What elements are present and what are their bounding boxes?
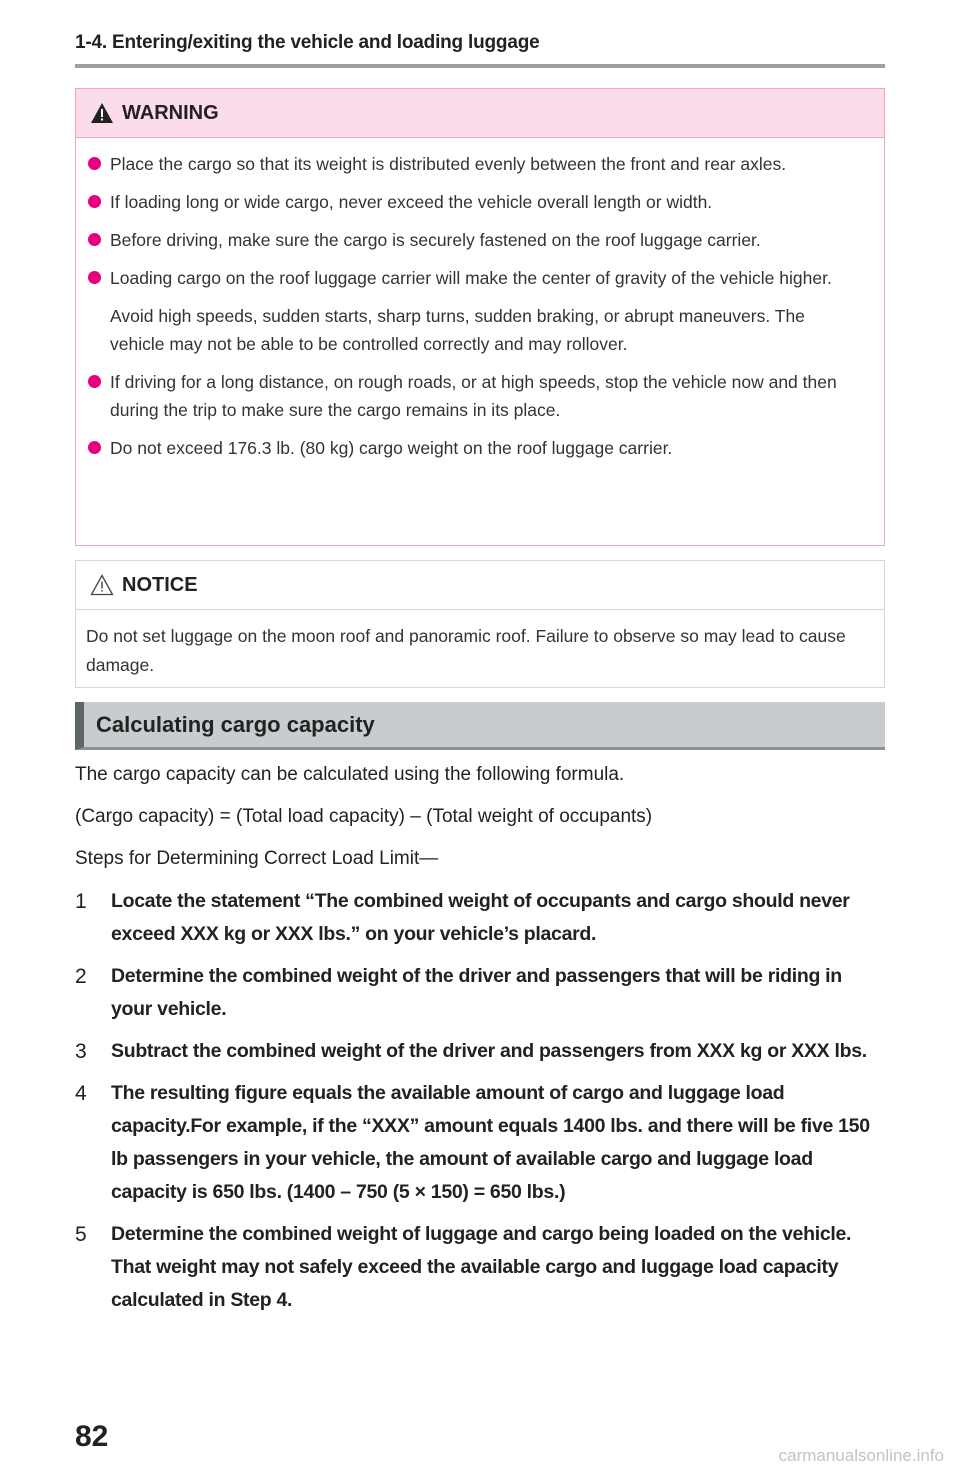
step-number: 4 xyxy=(75,1082,87,1105)
notice-box xyxy=(75,560,885,688)
bullet-icon xyxy=(88,157,101,170)
bullet-icon xyxy=(88,271,101,284)
bullet-icon xyxy=(88,195,101,208)
step-item: 4 The resulting figure equals the available amount of cargo and luggage load capacity.For example, if the “XXX” amount equals 1400 lbs. and there will be five 150 lb passengers in your vehicle, the amount of available cargo and luggage load capacity is 650 lbs. (1400 – 750 (5 × 150) = 650 lbs.) xyxy=(75,1077,887,1209)
formula-text: (Cargo capacity) = (Total load capacity) – (Total weight of occupants) xyxy=(75,806,653,827)
warning-triangle-icon xyxy=(90,102,114,124)
bullet-icon xyxy=(88,375,101,388)
warning-item: Do not exceed 176.3 lb. (80 kg) cargo weight on the roof luggage carrier. xyxy=(88,434,864,462)
step-number: 1 xyxy=(75,890,87,913)
bullet-icon xyxy=(88,233,101,246)
step-number: 2 xyxy=(75,965,87,988)
section-header-title: 1-4. Entering/exiting the vehicle and loading luggage xyxy=(75,32,540,53)
page-number: 82 xyxy=(75,1420,109,1453)
step-item: 5 Determine the combined weight of luggage and cargo being loaded on the vehicle. That weight may not safely exceed the available cargo and luggage load capacity calculated in Step 4. xyxy=(75,1218,887,1317)
notice-triangle-icon xyxy=(90,574,114,596)
step-number: 3 xyxy=(75,1040,87,1063)
warning-title: WARNING xyxy=(122,101,219,124)
bullet-icon xyxy=(88,441,101,454)
warning-item: If loading long or wide cargo, never exceed the vehicle overall length or width. xyxy=(88,188,864,216)
warning-list xyxy=(76,138,884,462)
steps-intro: Steps for Determining Correct Load Limit— xyxy=(75,848,439,869)
warning-box xyxy=(75,88,885,546)
notice-header xyxy=(76,561,884,610)
warning-header xyxy=(76,89,884,138)
warning-item: Place the cargo so that its weight is distributed evenly between the front and rear axles. xyxy=(88,150,864,178)
notice-text: Do not set luggage on the moon roof and panoramic roof. Failure to observe so may lead to cause damage. xyxy=(86,626,846,675)
warning-item-extra: Avoid high speeds, sudden starts, sharp turns, sudden braking, or abrupt maneuvers. The vehicle may not be able to be controlled correctly and may rollover. xyxy=(110,306,805,354)
section-heading: Calculating cargo capacity xyxy=(75,702,885,750)
steps-list xyxy=(75,885,887,1326)
warning-item: Loading cargo on the roof luggage carrier will make the center of gravity of the vehicle higher. Avoid high speeds, sudden starts, sharp turns, sudden braking, or abrupt maneuvers. The vehicle may not be able to be controlled correctly and may rollover. xyxy=(88,264,864,358)
warning-item: Before driving, make sure the cargo is securely fastened on the roof luggage carrier. xyxy=(88,226,864,254)
step-number: 5 xyxy=(75,1223,87,1246)
notice-title: NOTICE xyxy=(122,573,198,596)
header-divider xyxy=(75,64,885,68)
step-item: 1 Locate the statement “The combined weight of occupants and cargo should never exceed XXX kg or XXX lbs.” on your vehicle’s placard. xyxy=(75,885,887,951)
intro-text: The cargo capacity can be calculated using the following formula. xyxy=(75,764,625,785)
step-item: 2 Determine the combined weight of the driver and passengers that will be riding in your vehicle. xyxy=(75,960,887,1026)
watermark-link[interactable]: carmanualsonline.info xyxy=(778,1446,944,1465)
warning-item: If driving for a long distance, on rough roads, or at high speeds, stop the vehicle now and then during the trip to make sure the cargo remains in its place. xyxy=(88,368,864,424)
step-item: 3 Subtract the combined weight of the driver and passengers from XXX kg or XXX lbs. xyxy=(75,1035,887,1068)
